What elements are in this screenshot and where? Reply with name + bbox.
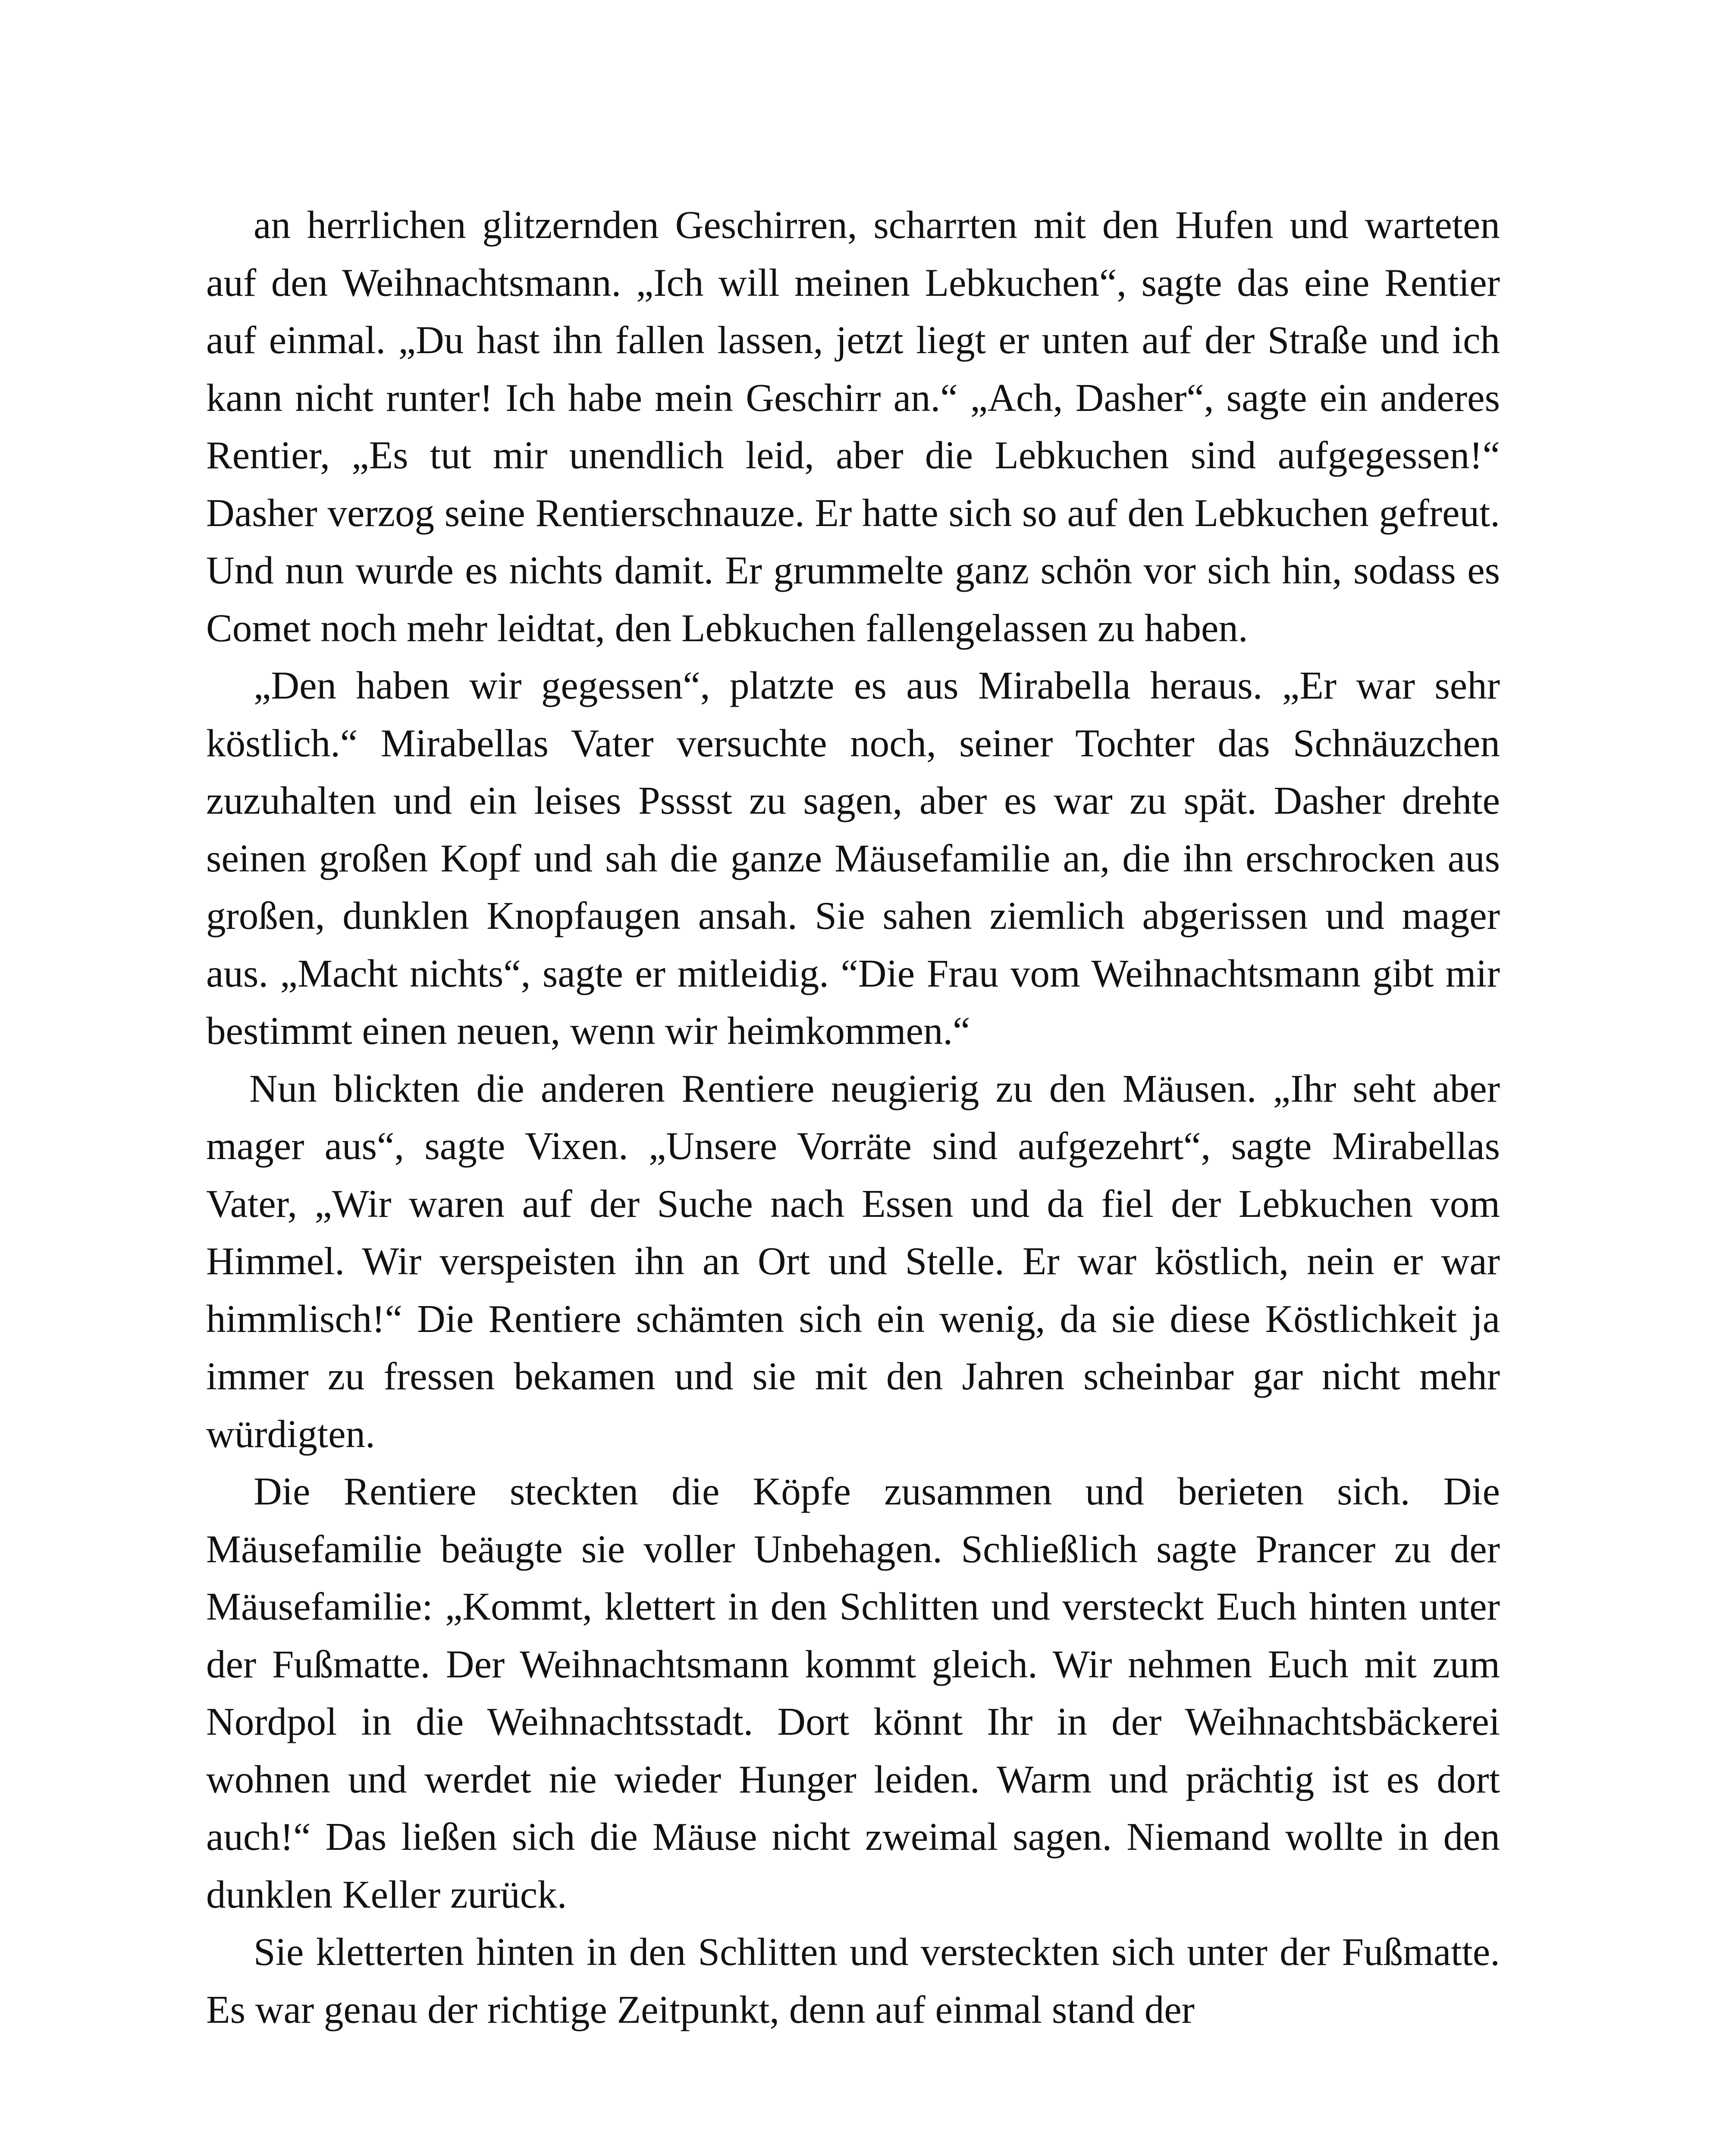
body-text <box>206 196 1500 2038</box>
paragraph-4: Die Rentiere steckten die Köpfe zusammen und berieten sich. Die Mäusefamilie beäugte sie voller Unbehagen. Schließlich sagte Prancer zu der Mäusefamilie: „Kommt, klettert in den Schlitten und versteckt Euch hinten unter der Fußmatte. Der Weihnachtsmann kommt gleich. Wir nehmen Euch mit zum Nordpol in die Weihnachtsstadt. Dort könnt Ihr in der Weihnachtsbäckerei wohnen und werdet nie wieder Hunger leiden. Warm und prächtig ist es dort auch!“ Das ließen sich die Mäuse nicht zweimal sagen. Niemand wollte in den dunklen Keller zurück. <box>206 1470 1500 1916</box>
paragraph-3: Nun blickten die anderen Rentiere neugierig zu den Mäusen. „Ihr seht aber mager aus“, sagte Vixen. „Unsere Vorräte sind aufgezehrt“, sagte Mirabellas Vater, „Wir waren auf der Suche nach Essen und da fiel der Lebkuchen vom Himmel. Wir verspeisten ihn an Ort und Stelle. Er war köstlich, nein er war himmlisch!“ Die Rentiere schämten sich ein wenig, da sie diese Köstlichkeit ja immer zu fressen bekamen und sie mit den Jahren scheinbar gar nicht mehr würdigten. <box>206 1066 1500 1456</box>
paragraph-1: an herrlichen glitzernden Geschirren, scharrten mit den Hufen und warteten auf den Weihnachtsmann. „Ich will meinen Lebkuchen“, sagte das eine Rentier auf einmal. „Du hast ihn fallen lassen, jetzt liegt er unten auf der Straße und ich kann nicht runter! Ich habe mein Geschirr an.“ „Ach, Dasher“, sagte ein anderes Rentier, „Es tut mir unendlich leid, aber die Lebkuchen sind aufgegessen!“ Dasher verzog seine Rentierschnauze. Er hatte sich so auf den Lebkuchen gefreut. Und nun wurde es nichts damit. Er grummelte ganz schön vor sich hin, sodass es Comet noch mehr leidtat, den Lebkuchen fallengelassen zu haben. <box>206 203 1500 650</box>
paragraph-2: „Den haben wir gegessen“, platzte es aus Mirabella heraus. „Er war sehr köstlich.“ Mirabellas Vater versuchte noch, seiner Tochter das Schnäuzchen zuzuhalten und ein leises Psssst zu sagen, aber es war zu spät. Dasher drehte seinen großen Kopf und sah die ganze Mäusefamilie an, die ihn erschrocken aus großen, dunklen Knopfaugen ansah. Sie sahen ziemlich abgerissen und mager aus. „Macht nichts“, sagte er mitleidig. “Die Frau vom Weihnachtsmann gibt mir bestimmt einen neuen, wenn wir heimkommen.“ <box>206 664 1500 1053</box>
paragraph-5: Sie kletterten hinten in den Schlitten und versteckten sich unter der Fußmatte. Es war genau der richtige Zeitpunkt, denn auf einmal stand der <box>206 1930 1500 2031</box>
